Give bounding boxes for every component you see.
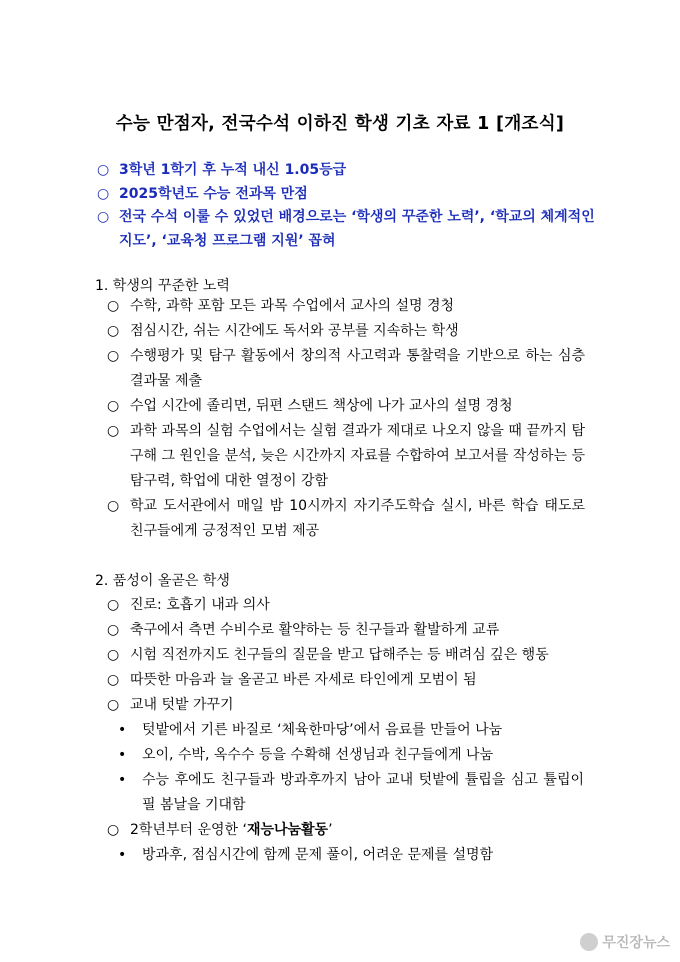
sub-bullet-item (118, 743, 584, 768)
sub-bullet-item (118, 843, 584, 868)
list-item (107, 818, 585, 843)
highlight-text: 전국 수석 이룰 수 있었던 배경으로는 ‘학생의 꾸준한 노력’, ‘학교의 체계적인 지도’, ‘교육청 프로그램 지원’ 꼽혀 (119, 209, 595, 249)
section-heading: 2. 품성이 올곧은 학생 (95, 573, 230, 589)
list-item-text: 축구에서 측면 수비수로 활약하는 등 친구들과 활발하게 교류 (130, 622, 500, 638)
circle-marker-icon: ○ (107, 647, 120, 663)
news-logo-icon (580, 933, 598, 951)
circle-marker-icon: ○ (107, 697, 120, 713)
list-item-text: 과학 과목의 실험 수업에서는 실험 결과가 제대로 나오지 않을 때 끝까지 탐구해 그 원인을 분석, 늦은 시간까지 자료를 수합하여 보고서를 작성하는 등 탐구력, 학업에 대한 열정이 강함 (130, 423, 585, 489)
bullet-dot-icon: • (118, 747, 127, 763)
circle-marker-icon: ○ (107, 498, 120, 514)
highlight-text: 3학년 1학기 후 누적 내신 1.05등급 (119, 162, 347, 178)
circle-marker-icon: ○ (107, 398, 120, 414)
sub-bullet-text: 텃밭에서 기른 바질로 ‘체육한마당’에서 음료를 만들어 나눔 (142, 722, 503, 738)
circle-marker-icon: ○ (97, 162, 110, 178)
circle-marker-icon: ○ (107, 323, 120, 339)
list-item (107, 593, 585, 618)
sub-bullet-item (118, 718, 584, 743)
circle-marker-icon: ○ (107, 348, 120, 364)
sub-bullet-text: 수능 후에도 친구들과 방과후까지 남아 교내 텃밭에 튤립을 심고 튤립이 필 봄날을 기대함 (142, 772, 584, 813)
list-item (107, 668, 585, 693)
list-item (107, 419, 585, 494)
list-item (107, 494, 585, 544)
list-item (107, 319, 585, 344)
sub-bullet-text: 오이, 수박, 옥수수 등을 수확해 선생님과 친구들에게 나눔 (142, 747, 494, 763)
bullet-dot-icon: • (118, 722, 127, 738)
talent-prefix: 2학년부터 운영한 ‘ (130, 822, 247, 838)
list-item (107, 618, 585, 643)
highlight-item (97, 158, 597, 182)
list-item (107, 394, 585, 419)
list-item (107, 693, 585, 718)
list-item (107, 643, 585, 668)
list-item-text: 교내 텃밭 가꾸기 (130, 697, 234, 713)
sub-bullet-text: 방과후, 점심시간에 함께 문제 풀이, 어려운 문제를 설명함 (142, 847, 494, 863)
circle-marker-icon: ○ (107, 597, 120, 613)
list-item-text: 수학, 과학 포함 모든 과목 수업에서 교사의 설명 경청 (130, 298, 455, 314)
list-item (107, 344, 585, 394)
circle-marker-icon: ○ (107, 822, 120, 838)
list-item-text: 진로: 호흡기 내과 의사 (130, 597, 270, 613)
section-heading: 1. 학생의 꾸준한 노력 (95, 278, 230, 294)
bullet-dot-icon: • (118, 847, 127, 863)
watermark-text: 무진장뉴스 (602, 935, 670, 951)
talent-suffix: ’ (328, 822, 333, 838)
document-title: 수능 만점자, 전국수석 이하진 학생 기초 자료 1 [개조식] (115, 114, 565, 134)
sub-bullet-item (118, 768, 584, 818)
list-item-text: 학교 도서관에서 매일 밤 10시까지 자기주도학습 실시, 바른 학습 태도로 친구들에게 긍정적인 모범 제공 (130, 498, 585, 539)
circle-marker-icon: ○ (107, 672, 120, 688)
list-item-text: 따뜻한 마음과 늘 올곧고 바른 자세로 타인에게 모범이 됨 (130, 672, 477, 688)
circle-marker-icon: ○ (97, 186, 110, 202)
list-item-text: 수업 시간에 졸리면, 뒤편 스탠드 책상에 나가 교사의 설명 경청 (130, 398, 513, 414)
highlight-item (97, 182, 597, 206)
list-item-text: 수행평가 및 탐구 활동에서 창의적 사고력과 통찰력을 기반으로 하는 심층 결과물 제출 (130, 348, 585, 389)
circle-marker-icon: ○ (97, 209, 110, 225)
circle-marker-icon: ○ (107, 622, 120, 638)
list-item-text: 시험 직전까지도 친구들의 질문을 받고 답해주는 등 배려심 깊은 행동 (130, 647, 549, 663)
list-item-text (107, 818, 585, 843)
circle-marker-icon: ○ (107, 423, 120, 439)
watermark (580, 932, 670, 952)
talent-activity-name: 재능나눔활동 (246, 822, 329, 838)
bullet-dot-icon: • (118, 772, 127, 788)
highlight-text: 2025학년도 수능 전과목 만점 (119, 186, 308, 202)
list-item-text: 점심시간, 쉬는 시간에도 독서와 공부를 지속하는 학생 (130, 323, 459, 339)
list-item (107, 294, 585, 319)
highlight-item (97, 205, 597, 253)
circle-marker-icon: ○ (107, 298, 120, 314)
